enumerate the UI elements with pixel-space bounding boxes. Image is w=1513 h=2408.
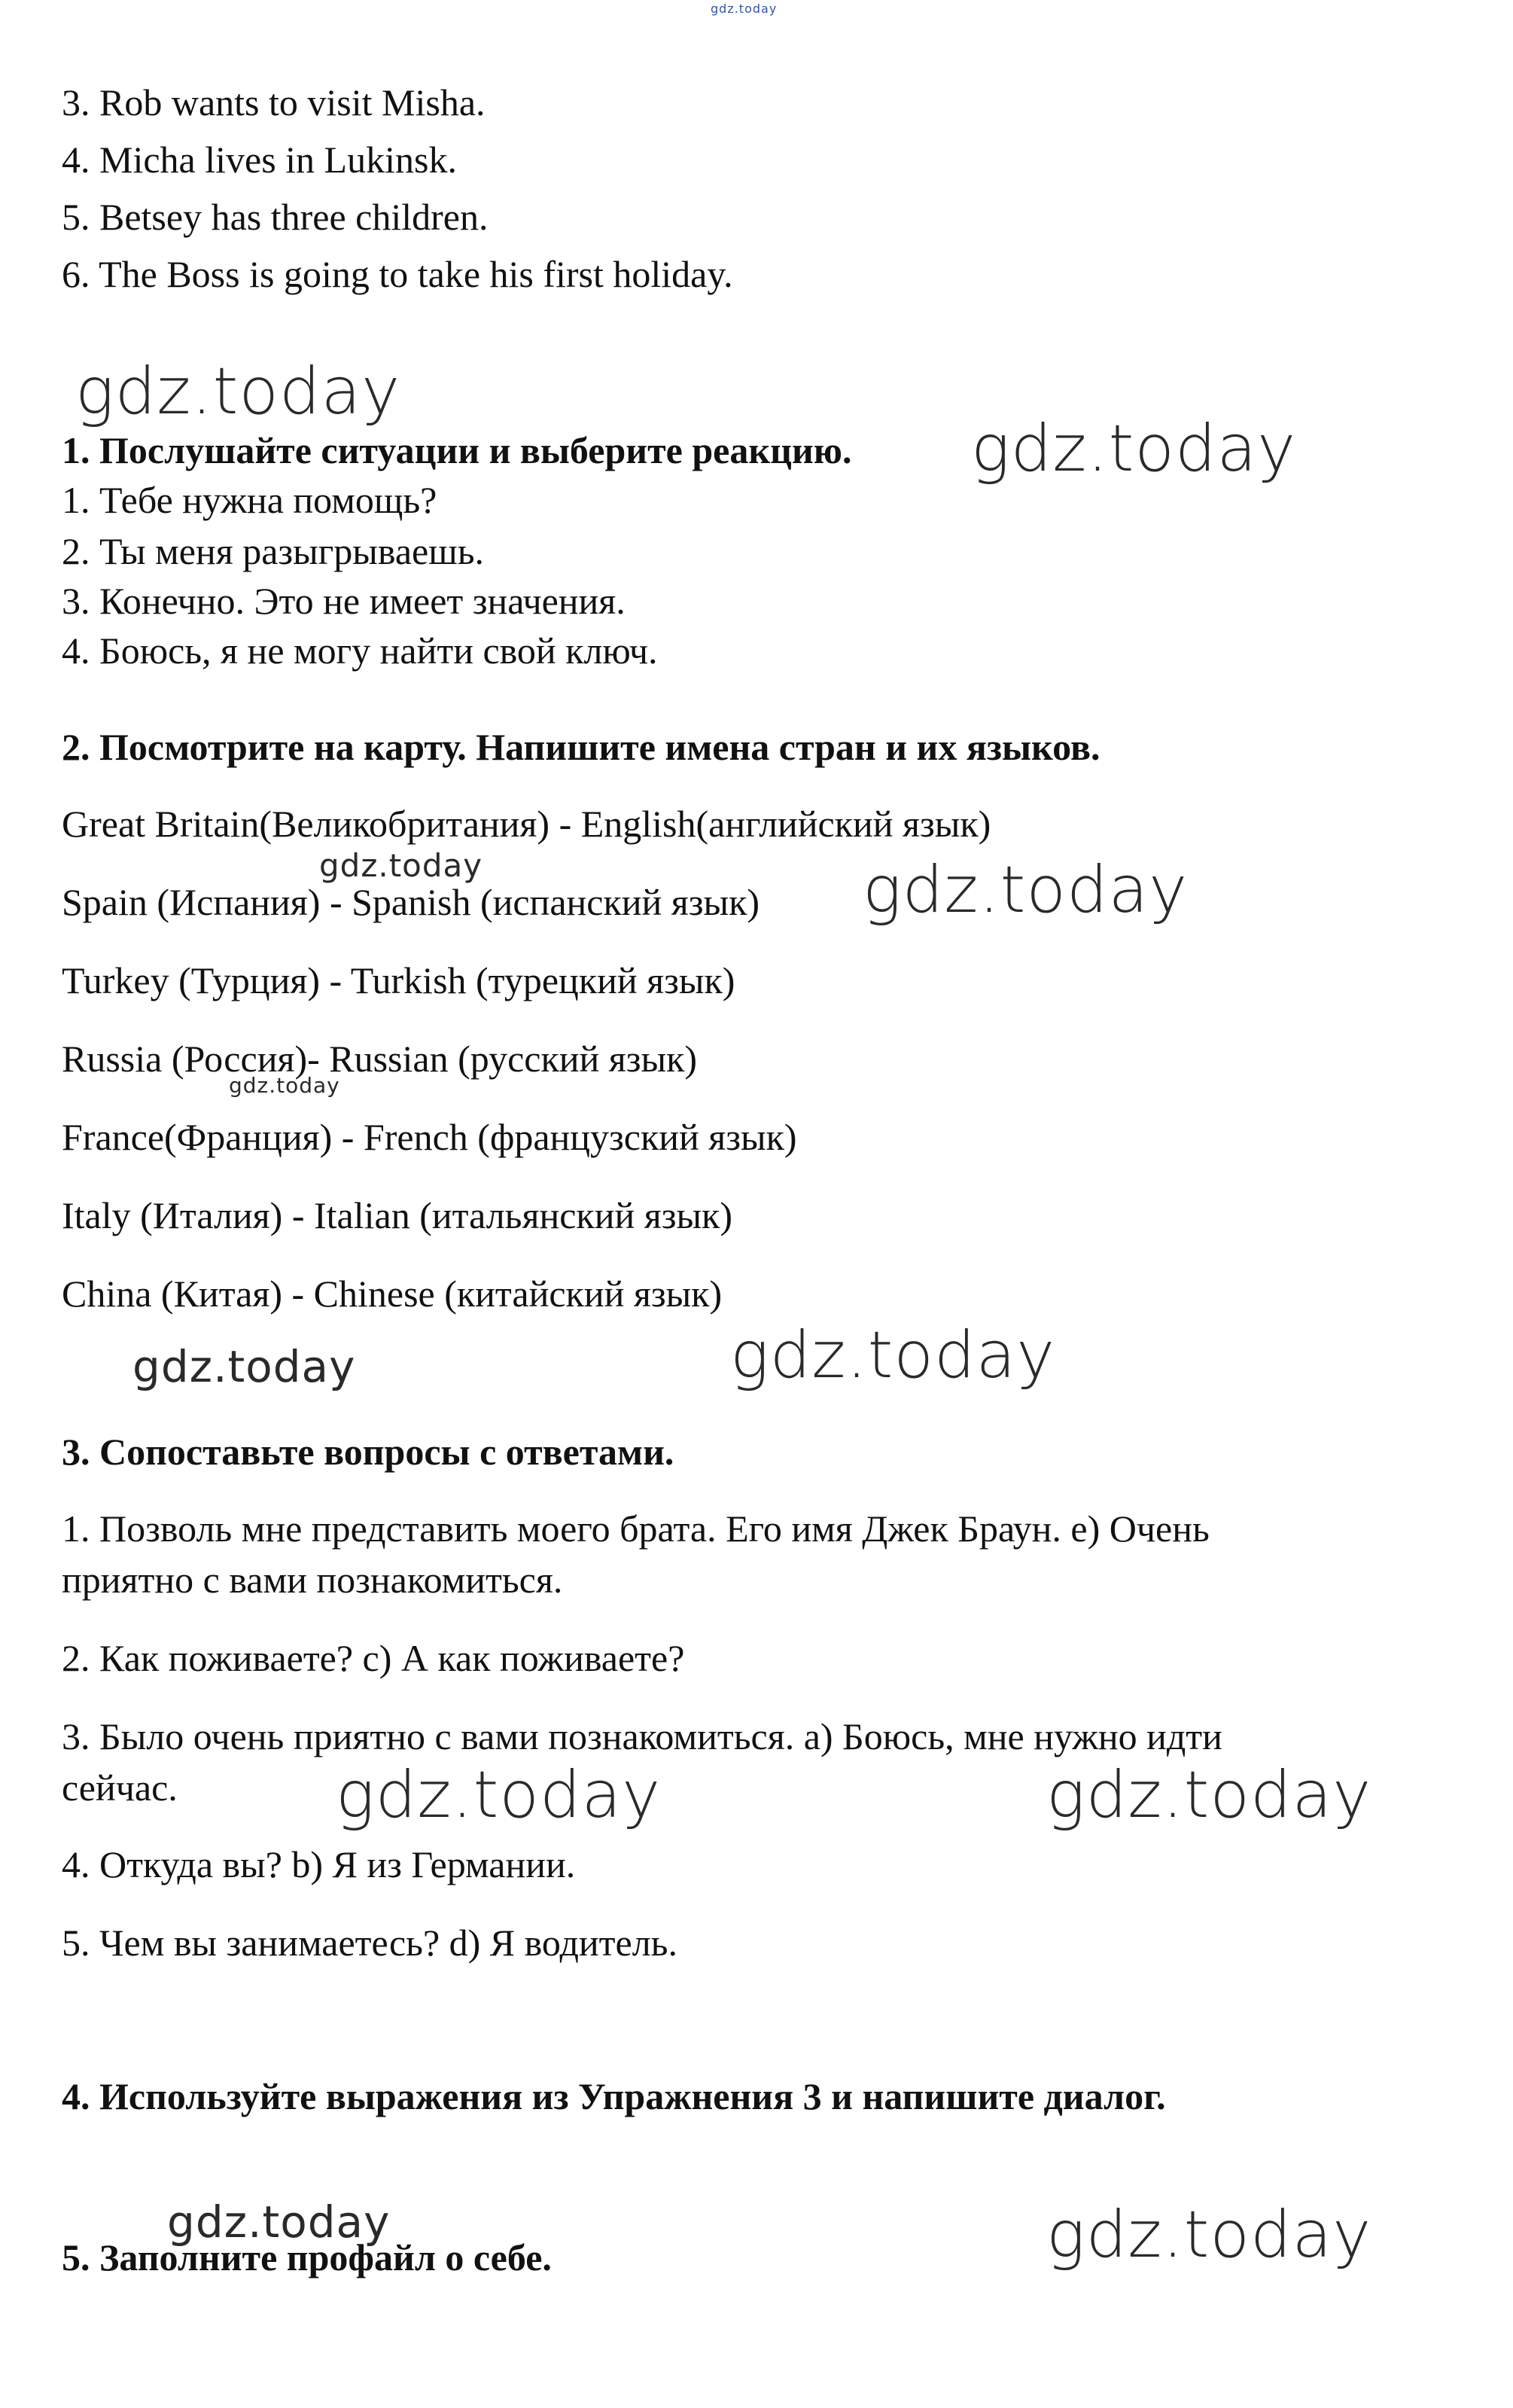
watermark: gdz.today bbox=[1046, 1757, 1372, 1833]
exercise-3-item-cont: приятно с вами познакомиться. bbox=[62, 1559, 563, 1601]
exercise-2-item: Great Britain(Великобритания) - English(английский язык) bbox=[62, 803, 991, 845]
exercise-1-item: 1. Тебе нужна помощь? bbox=[62, 479, 437, 521]
exercise-2-item: France(Франция) - French (французский язык) bbox=[62, 1116, 797, 1158]
exercise-3-item: 5. Чем вы занимаетесь? d) Я водитель. bbox=[62, 1922, 677, 1964]
exercise-2-item: Russia (Россия)- Russian (русский язык) bbox=[62, 1038, 698, 1080]
watermark: gdz.today bbox=[167, 2196, 391, 2248]
exercise-1-item: 3. Конечно. Это не имеет значения. bbox=[62, 580, 626, 622]
exercise-3-heading: 3. Сопоставьте вопросы с ответами. bbox=[62, 1431, 674, 1473]
watermark: gdz.today bbox=[75, 354, 401, 429]
watermark: gdz.today bbox=[319, 847, 483, 884]
exercise-2-item: Turkey (Турция) - Turkish (турецкий язык) bbox=[62, 959, 735, 1001]
watermark: gdz.today bbox=[132, 1341, 356, 1392]
exercise-2-heading: 2. Посмотрите на карту. Напишите имена стран и их языков. bbox=[62, 726, 1101, 768]
intro-item: 5. Betsey has three children. bbox=[62, 196, 489, 238]
exercise-2-item: Italy (Италия) - Italian (итальянский язык) bbox=[62, 1194, 732, 1236]
exercise-1-heading: 1. Послушайте ситуации и выберите реакцию. bbox=[62, 429, 852, 471]
exercise-1-item: 2. Ты меня разыгрываешь. bbox=[62, 530, 485, 572]
exercise-2-item: China (Китая) - Chinese (китайский язык) bbox=[62, 1273, 723, 1315]
watermark: gdz.today bbox=[1046, 2197, 1372, 2272]
intro-item: 3. Rob wants to visit Misha. bbox=[62, 81, 486, 123]
watermark: gdz.today bbox=[863, 852, 1189, 928]
intro-item: 6. The Boss is going to take his first holiday. bbox=[62, 253, 733, 295]
exercise-3-item-cont: сейчас. bbox=[62, 1766, 178, 1809]
watermark: gdz.today bbox=[336, 1757, 662, 1833]
watermark: gdz.today bbox=[730, 1318, 1056, 1393]
exercise-3-item: 3. Было очень приятно с вами познакомиться. a) Боюсь, мне нужно идти bbox=[62, 1715, 1222, 1757]
exercise-4-heading: 4. Используйте выражения из Упражнения 3 и напишите диалог. bbox=[62, 2075, 1166, 2117]
intro-item: 4. Micha lives in Lukinsk. bbox=[62, 139, 457, 181]
exercise-2-item: Spain (Испания) - Spanish (испанский язык) bbox=[62, 881, 760, 923]
exercise-5-heading: 5. Заполните профайл о себе. bbox=[62, 2236, 552, 2278]
exercise-3-item: 2. Как поживаете? c) А как поживаете? bbox=[62, 1637, 685, 1679]
watermark: gdz.today bbox=[971, 411, 1297, 486]
watermark: gdz.today bbox=[229, 1073, 340, 1098]
exercise-3-item: 1. Позволь мне представить моего брата. Его имя Джек Браун. e) Очень bbox=[62, 1507, 1210, 1550]
exercise-1-item: 4. Боюсь, я не могу найти свой ключ. bbox=[62, 629, 658, 672]
watermark-top: gdz.today bbox=[711, 2, 778, 16]
exercise-3-item: 4. Откуда вы? b) Я из Германии. bbox=[62, 1843, 576, 1885]
